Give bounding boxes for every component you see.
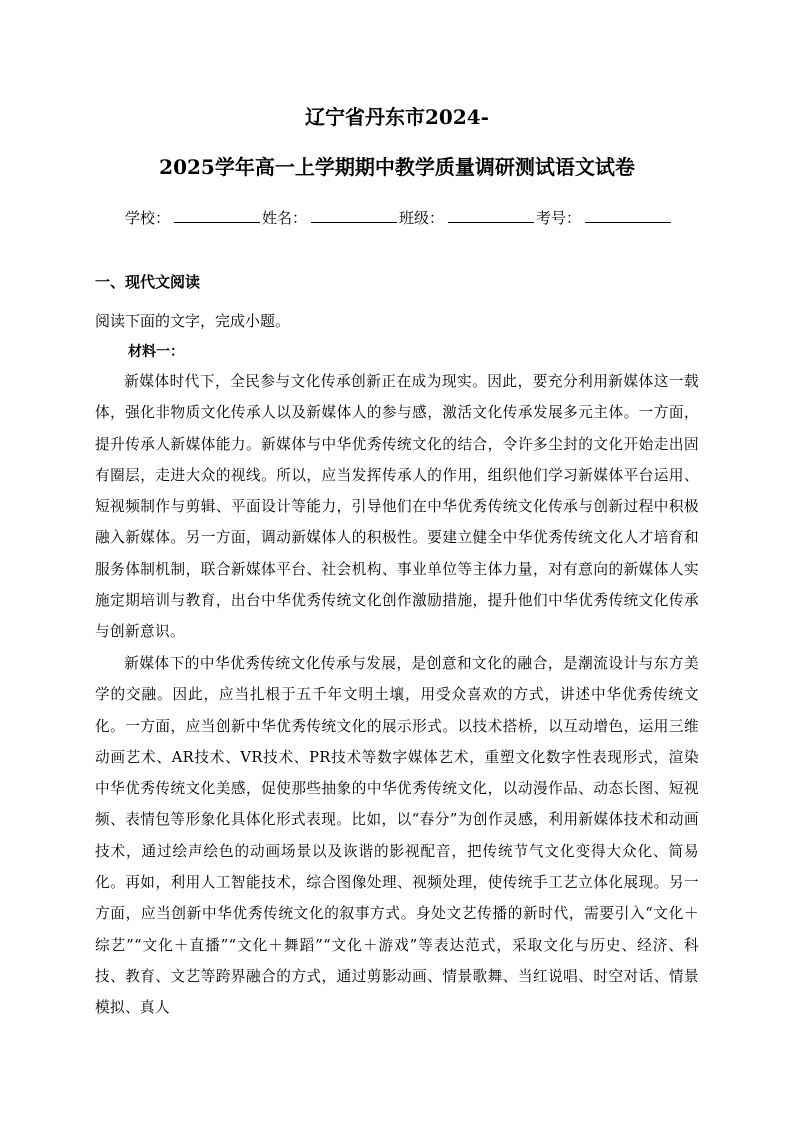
name-field <box>262 204 399 230</box>
material-label: 材料一： <box>128 344 184 360</box>
class-label: 班级： <box>399 209 445 227</box>
reading-instruction: 阅读下面的文字，完成小题。 <box>95 312 291 330</box>
exam-number-label: 考号： <box>536 209 582 227</box>
exam-title-line-1: 辽宁省丹东市2024- <box>305 105 489 129</box>
exam-number-field <box>536 204 673 230</box>
school-label: 学校： <box>125 209 171 227</box>
name-blank[interactable] <box>311 204 397 223</box>
class-field <box>399 204 536 230</box>
material-paragraph-1: 新媒体时代下，全民参与文化传承创新正在成为现实。因此，要充分利用新媒体这一载体，强化非物质文化传承人以及新媒体人的参与感，激活文化传承发展多元主体。一方面，提升传承人新媒体能力。新媒体与中华优秀传统文化的结合，令许多尘封的文化开始走出固有圈层，走进大众的视线。所以，应当发挥传承人的作用，组织他们学习新媒体平台运用、短视频制作与剪辑、平面设计等能力，引导他们在中华优秀传统文化传承与创新过程中积极融入新媒体。另一方面，调动新媒体人的积极性。要建立健全中华优秀传统文化人才培育和服务体制机制，联合新媒体平台、社会机构、事业单位等主体力量，对有意向的新媒体人实施定期培训与教育，出台中华优秀传统文化创作激励措施，提升他们中华优秀传统文化传承与创新意识。 <box>95 373 699 641</box>
class-blank[interactable] <box>448 204 534 223</box>
school-field <box>125 204 262 230</box>
material-paragraph-2: 新媒体下的中华优秀传统文化传承与发展，是创意和文化的融合，是潮流设计与东方美学的交融。因此，应当扎根于五千年文明土壤，用受众喜欢的方式，讲述中华优秀传统文化。一方面，应当创新中华优秀传统文化的展示形式。以技术搭桥，以互动增色，运用三维动画艺术、AR技术、VR技术、PR技术等数字媒体艺术，重塑文化数字性表现形式，渲染中华优秀传统文化美感，促使那些抽象的中华优秀传统文化，以动漫作品、动态长图、短视频、表情包等形象化具体化形式表现。比如，以“春分”为创作灵感，利用新媒体技术和动画技术，通过绘声绘色的动画场景以及诙谐的影视配音，把传统节气文化变得大众化、简易化。再如，利用人工智能技术，综合图像处理、视频处理，使传统手工艺立体化展现。另一方面，应当创新中华优秀传统文化的叙事方式。身处文艺传播的新时代，需要引入“文化＋综艺”“文化＋直播”“文化＋舞蹈”“文化＋游戏”等表达范式，采取文化与历史、经济、科技、教育、文艺等跨界融合的方式，通过剪影动画、情景歌舞、当红说唱、时空对话、情景模拟、真人 <box>95 655 699 1017</box>
exam-title-line-2: 2025学年高一上学期期中教学质量调研测试语文试卷 <box>159 155 635 179</box>
student-info-row <box>125 204 685 228</box>
exam-number-blank[interactable] <box>585 204 671 223</box>
section-heading: 一、现代文阅读 <box>95 273 201 291</box>
school-blank[interactable] <box>174 204 260 223</box>
name-label: 姓名： <box>262 209 308 227</box>
